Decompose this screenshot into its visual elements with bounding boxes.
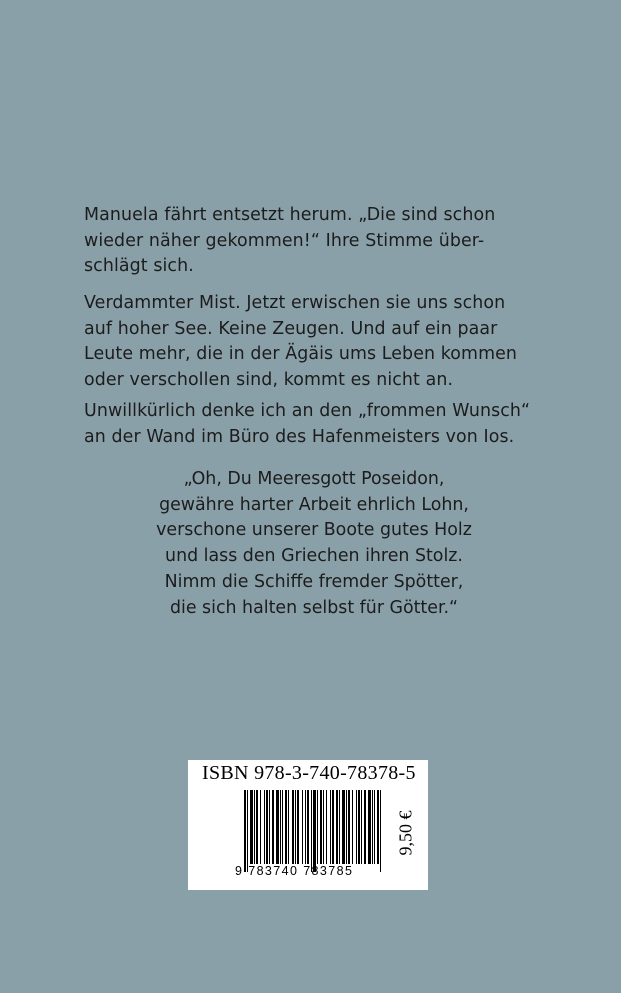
barcode-bar xyxy=(317,790,318,864)
barcode-bar xyxy=(269,790,270,864)
barcode-bar xyxy=(256,790,258,864)
barcode-bar xyxy=(288,790,289,864)
poem-line: „Oh, Du Meeresgott Poseidon, xyxy=(183,469,445,489)
barcode-bar xyxy=(292,790,294,864)
barcode-bar xyxy=(276,790,279,864)
text-line: Leute mehr, die in der Ägäis ums Leben kommen xyxy=(84,344,518,364)
text-line: wieder näher gekommen!“ Ihre Stimme über- xyxy=(84,230,485,251)
poem-line: gewähre harter Arbeit ehrlich Lohn, xyxy=(159,494,469,515)
paragraph-2 xyxy=(84,291,544,393)
barcode-box xyxy=(188,760,428,890)
barcode-bar xyxy=(250,790,253,864)
barcode-bar xyxy=(323,790,324,864)
text-line: Unwillkürlich denke ich an den „frommen Wunsch“ xyxy=(84,401,531,421)
text-line: an der Wand im Büro des Hafenmeisters von Ios. xyxy=(84,426,515,447)
barcode-bar xyxy=(368,790,371,864)
barcode-bar xyxy=(332,790,334,864)
text-line: auf hoher See. Keine Zeugen. Und auf ein paar xyxy=(84,318,498,339)
barcode-bar xyxy=(377,790,379,864)
barcode-bar xyxy=(272,790,274,864)
barcode-bar xyxy=(266,790,268,864)
barcode-bar xyxy=(313,790,316,872)
barcode-bar xyxy=(282,790,283,864)
barcode-bar xyxy=(358,790,360,864)
barcode-bar xyxy=(374,790,375,864)
barcode-bar xyxy=(326,790,327,864)
barcode-digits: 9 783740 783785 xyxy=(235,864,354,878)
barcode-bar xyxy=(264,790,265,864)
barcode-bar xyxy=(295,790,296,864)
barcode-bar xyxy=(330,790,331,864)
barcode-bar xyxy=(311,790,312,872)
poem-line: die sich halten selbst für Götter.“ xyxy=(169,597,459,618)
paragraph-3 xyxy=(84,399,544,450)
poem-line: Nimm die Schiffe fremder Spötter, xyxy=(164,571,464,592)
barcode-bar xyxy=(302,790,303,864)
barcode-bar xyxy=(305,790,306,864)
barcode-bar xyxy=(297,790,299,864)
text-line: Manuela fährt entsetzt herum. „Die sind schon xyxy=(84,205,496,225)
text-line: Verdammter Mist. Jetzt erwischen sie uns schon xyxy=(84,293,506,313)
barcode-bar xyxy=(307,790,309,864)
text-line: schlägt sich. xyxy=(84,256,194,276)
barcode-bar xyxy=(356,790,357,864)
barcode-bar xyxy=(372,790,373,864)
barcode-bar xyxy=(336,790,338,864)
barcode-bar xyxy=(260,790,261,864)
barcode-bar xyxy=(244,790,246,872)
barcode-bar xyxy=(380,790,381,872)
poem xyxy=(84,467,544,621)
barcode-bar xyxy=(361,790,362,864)
barcode-bar xyxy=(320,790,322,864)
barcode-bar xyxy=(285,790,287,864)
barcode-bar xyxy=(339,790,340,864)
barcode-bar xyxy=(342,790,345,864)
barcode-bar xyxy=(280,790,281,864)
paragraph-1 xyxy=(84,203,544,280)
poem-line: verschone unserer Boote gutes Holz xyxy=(156,520,472,541)
barcode-bar xyxy=(352,790,353,864)
barcode-bar xyxy=(364,790,366,864)
isbn-label: ISBN 978-3-740-78378-5 xyxy=(202,762,416,784)
poem-line: und lass den Griechen ihren Stolz. xyxy=(165,546,463,567)
barcode-bar xyxy=(348,790,350,864)
price-label xyxy=(396,798,416,868)
barcode-bar xyxy=(254,790,255,864)
text-line: oder verschollen sind, kommt es nicht an. xyxy=(84,369,454,390)
barcode-bars xyxy=(244,790,384,872)
barcode-bar xyxy=(247,790,248,872)
price-text: 9,50 € xyxy=(395,810,416,856)
barcode-bar xyxy=(346,790,347,864)
